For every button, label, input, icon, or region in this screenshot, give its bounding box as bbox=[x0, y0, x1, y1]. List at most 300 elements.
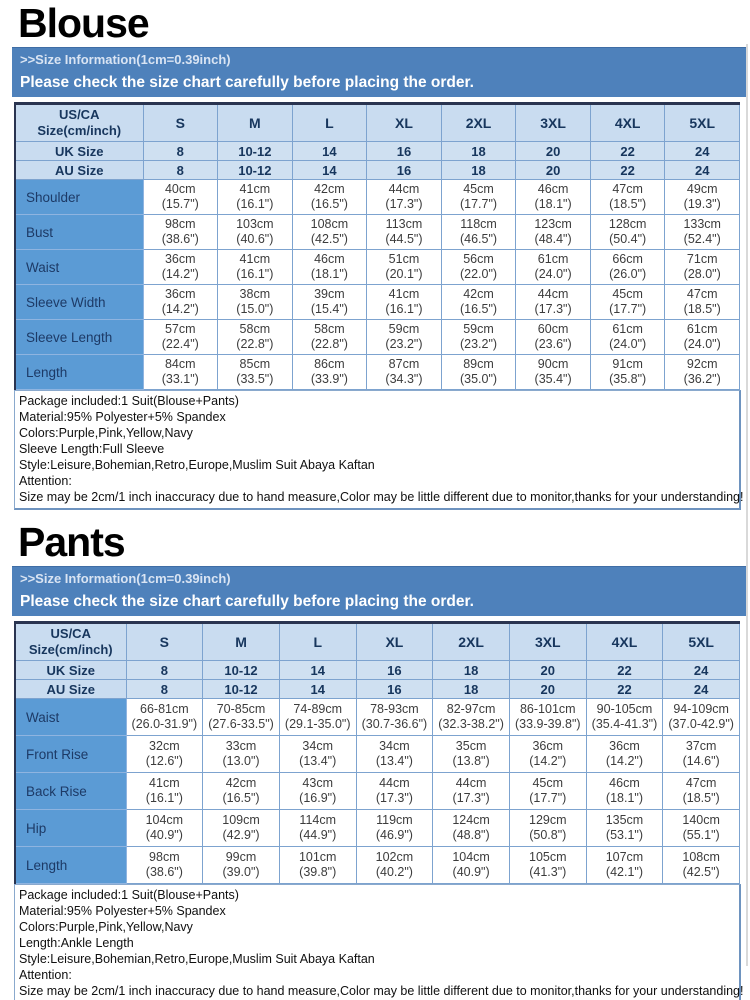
measurement-value-cell bbox=[441, 215, 516, 250]
size-row-label: UK Size bbox=[15, 142, 143, 161]
measurement-value-cell bbox=[292, 285, 367, 320]
size-conversion-row bbox=[15, 142, 740, 161]
size-value-cell: 18 bbox=[441, 142, 516, 161]
inch-value: (34.3") bbox=[385, 372, 423, 386]
measurement-value-cell bbox=[203, 736, 280, 773]
inch-value: (17.3") bbox=[385, 197, 423, 211]
inch-value: (30.7-36.6") bbox=[361, 717, 428, 731]
inch-value: (28.0") bbox=[683, 267, 721, 281]
note-line: Size may be 2cm/1 inch inaccuracy due to hand measure,Color may be little different due to monitor,thanks for your understanding! bbox=[19, 984, 744, 998]
cm-value: 86-101cm bbox=[519, 702, 576, 716]
size-value-cell: 24 bbox=[663, 661, 740, 680]
inch-value: (13.0") bbox=[222, 754, 260, 768]
measurement-row bbox=[15, 180, 740, 215]
measurement-value-cell bbox=[367, 180, 442, 215]
size-value-cell: 10-12 bbox=[218, 161, 293, 180]
inch-value: (35.8") bbox=[609, 372, 647, 386]
us-ca-size-corner-header bbox=[15, 623, 126, 661]
cm-value: 85cm bbox=[239, 357, 271, 371]
measurement-value-cell bbox=[126, 847, 203, 884]
measurement-value-cell bbox=[126, 736, 203, 773]
inch-value: (22.0") bbox=[459, 267, 498, 281]
inch-value: (18.1") bbox=[605, 791, 644, 805]
inch-value: (40.9") bbox=[145, 828, 183, 842]
measurement-value-cell bbox=[590, 355, 665, 390]
inch-value: (16.1") bbox=[236, 197, 274, 211]
inch-value: (24.0") bbox=[683, 337, 721, 351]
size-column-header: 5XL bbox=[663, 623, 740, 661]
inch-value: (26.0-31.9") bbox=[131, 717, 198, 731]
inch-value: (14.2") bbox=[161, 302, 199, 316]
measurement-row bbox=[15, 355, 740, 390]
size-column-header: S bbox=[126, 623, 203, 661]
corner-header-line: Size(cm/inch) bbox=[28, 642, 113, 657]
corner-header-line: US/CA bbox=[59, 107, 100, 122]
inch-value: (33.5") bbox=[236, 372, 274, 386]
size-column-header: 2XL bbox=[441, 104, 516, 142]
pants-section bbox=[0, 519, 750, 1000]
measurement-row bbox=[15, 773, 740, 810]
cm-value: 90cm bbox=[537, 357, 569, 371]
measurement-row bbox=[15, 810, 740, 847]
corner-header-line: US/CA bbox=[50, 626, 91, 641]
measurement-value-cell bbox=[279, 699, 356, 736]
inch-value: (17.7") bbox=[609, 302, 647, 316]
inch-value: (35.4") bbox=[534, 372, 572, 386]
inch-value: (15.0") bbox=[236, 302, 274, 316]
cm-value: 102cm bbox=[375, 850, 414, 864]
inch-value: (33.1") bbox=[161, 372, 199, 386]
inch-value: (33.9-39.8") bbox=[514, 717, 581, 731]
measurement-value-cell bbox=[590, 180, 665, 215]
cm-value: 60cm bbox=[537, 322, 569, 336]
size-value-cell: 14 bbox=[279, 661, 356, 680]
inch-value: (18.5") bbox=[609, 197, 647, 211]
cm-value: 140cm bbox=[682, 813, 720, 827]
cm-value: 104cm bbox=[452, 850, 490, 864]
cm-value: 128cm bbox=[608, 217, 647, 231]
pants-size-table bbox=[14, 621, 740, 884]
size-column-header: XL bbox=[367, 104, 442, 142]
measurement-value-cell bbox=[586, 810, 663, 847]
cm-value: 47cm bbox=[685, 776, 717, 790]
inch-value: (42.1") bbox=[605, 865, 644, 879]
note-line: Attention: bbox=[19, 474, 72, 488]
cm-value: 38cm bbox=[239, 287, 271, 301]
cm-value: 59cm bbox=[463, 322, 494, 336]
size-value-cell: 22 bbox=[590, 142, 665, 161]
measurement-row-label: Shoulder bbox=[15, 180, 143, 215]
measurement-value-cell bbox=[509, 773, 586, 810]
cm-value: 41cm bbox=[149, 776, 180, 790]
inch-value: (37.0-42.9") bbox=[668, 717, 734, 731]
cm-value: 42cm bbox=[314, 182, 345, 196]
measurement-value-cell bbox=[663, 699, 740, 736]
inch-value: (18.5") bbox=[683, 302, 721, 316]
measurement-row bbox=[15, 320, 740, 355]
cm-value: 94-109cm bbox=[673, 702, 729, 716]
cm-value: 107cm bbox=[605, 850, 644, 864]
measurement-value-cell bbox=[218, 285, 293, 320]
size-column-header: 4XL bbox=[586, 623, 663, 661]
measurement-row bbox=[15, 736, 740, 773]
inch-value: (12.6") bbox=[145, 754, 183, 768]
measurement-row bbox=[15, 285, 740, 320]
cm-value: 124cm bbox=[452, 813, 490, 827]
inch-value: (20.1") bbox=[385, 267, 423, 281]
measurement-value-cell bbox=[279, 773, 356, 810]
cm-value: 98cm bbox=[164, 217, 196, 231]
size-value-cell: 10-12 bbox=[203, 680, 280, 699]
cm-value: 135cm bbox=[605, 813, 644, 827]
size-value-cell: 20 bbox=[516, 161, 591, 180]
measurement-value-cell bbox=[218, 215, 293, 250]
cm-value: 99cm bbox=[225, 850, 257, 864]
size-value-cell: 18 bbox=[441, 161, 516, 180]
measurement-value-cell bbox=[441, 285, 516, 320]
measurement-value-cell bbox=[356, 847, 433, 884]
measurement-row bbox=[15, 847, 740, 884]
image-right-edge-line bbox=[746, 44, 748, 966]
cm-value: 41cm bbox=[388, 287, 420, 301]
measurement-value-cell bbox=[516, 180, 591, 215]
cm-value: 82-97cm bbox=[446, 702, 496, 716]
cm-value: 36cm bbox=[164, 287, 196, 301]
cm-value: 84cm bbox=[164, 357, 196, 371]
measurement-row-label: Sleeve Length bbox=[15, 320, 143, 355]
measurement-value-cell bbox=[218, 355, 293, 390]
size-value-cell: 22 bbox=[586, 661, 663, 680]
inch-value: (23.2") bbox=[459, 337, 498, 351]
cm-value: 103cm bbox=[236, 217, 274, 231]
inch-value: (44.9") bbox=[299, 828, 337, 842]
note-line: Style:Leisure,Bohemian,Retro,Europe,Muslim Suit Abaya Kaftan bbox=[19, 458, 375, 472]
measurement-value-cell bbox=[279, 810, 356, 847]
inch-value: (13.4") bbox=[299, 754, 337, 768]
size-column-header: M bbox=[218, 104, 293, 142]
measurement-value-cell bbox=[516, 320, 591, 355]
measurement-row bbox=[15, 699, 740, 736]
measurement-value-cell bbox=[367, 320, 442, 355]
inch-value: (23.2") bbox=[385, 337, 423, 351]
size-value-cell: 10-12 bbox=[218, 142, 293, 161]
measurement-value-cell bbox=[441, 250, 516, 285]
measurement-value-cell bbox=[433, 847, 510, 884]
measurement-value-cell bbox=[663, 847, 740, 884]
size-value-cell: 24 bbox=[663, 680, 740, 699]
measurement-row-label: Front Rise bbox=[15, 736, 126, 773]
blouse-section-title: Blouse bbox=[18, 0, 149, 46]
inch-value: (40.2") bbox=[375, 865, 413, 879]
measurement-value-cell bbox=[433, 699, 510, 736]
note-line: Colors:Purple,Pink,Yellow,Navy bbox=[19, 426, 193, 440]
inch-value: (17.3") bbox=[452, 791, 490, 805]
size-value-cell: 8 bbox=[143, 161, 218, 180]
size-value-cell: 22 bbox=[590, 161, 665, 180]
inch-value: (15.4") bbox=[310, 302, 348, 316]
measurement-value-cell bbox=[367, 285, 442, 320]
cm-value: 34cm bbox=[379, 739, 410, 753]
inch-value: (42.9") bbox=[222, 828, 260, 842]
cm-value: 108cm bbox=[310, 217, 349, 231]
inch-value: (53.1") bbox=[605, 828, 644, 842]
inch-value: (40.9") bbox=[452, 865, 490, 879]
cm-value: 41cm bbox=[239, 252, 271, 266]
cm-value: 37cm bbox=[685, 739, 717, 753]
cm-value: 44cm bbox=[379, 776, 410, 790]
note-line: Attention: bbox=[19, 968, 72, 982]
inch-value: (23.6") bbox=[534, 337, 572, 351]
size-value-cell: 16 bbox=[367, 142, 442, 161]
us-ca-size-corner-header bbox=[15, 104, 143, 142]
size-column-header: L bbox=[292, 104, 367, 142]
measurement-value-cell bbox=[663, 736, 740, 773]
measurement-row-label: Bust bbox=[15, 215, 143, 250]
measurement-value-cell bbox=[516, 215, 591, 250]
measurement-value-cell bbox=[292, 215, 367, 250]
measurement-value-cell bbox=[292, 180, 367, 215]
note-line: Material:95% Polyester+5% Spandex bbox=[19, 904, 226, 918]
corner-header-line: Size(cm/inch) bbox=[37, 123, 122, 138]
measurement-value-cell bbox=[433, 736, 510, 773]
size-column-header: 4XL bbox=[590, 104, 665, 142]
size-column-header: M bbox=[203, 623, 280, 661]
inch-value: (16.5") bbox=[459, 302, 498, 316]
measurement-value-cell bbox=[663, 773, 740, 810]
size-value-cell: 8 bbox=[126, 661, 203, 680]
measurement-value-cell bbox=[126, 699, 203, 736]
measurement-value-cell bbox=[509, 736, 586, 773]
note-line: Colors:Purple,Pink,Yellow,Navy bbox=[19, 920, 193, 934]
measurement-value-cell bbox=[590, 215, 665, 250]
cm-value: 36cm bbox=[609, 739, 640, 753]
pants-section-title: Pants bbox=[18, 519, 125, 565]
measurement-value-cell bbox=[203, 773, 280, 810]
inch-value: (33.9") bbox=[310, 372, 348, 386]
size-column-header: 2XL bbox=[433, 623, 510, 661]
inch-value: (18.1") bbox=[310, 267, 348, 281]
inch-value: (16.9") bbox=[299, 791, 337, 805]
measurement-value-cell bbox=[590, 285, 665, 320]
cm-value: 45cm bbox=[463, 182, 494, 196]
note-line: Size may be 2cm/1 inch inaccuracy due to hand measure,Color may be little different due to monitor,thanks for your understanding! bbox=[19, 490, 744, 504]
size-value-cell: 20 bbox=[509, 680, 586, 699]
measurement-value-cell bbox=[663, 810, 740, 847]
inch-value: (42.5") bbox=[310, 232, 348, 246]
measurement-value-cell bbox=[590, 250, 665, 285]
size-info-line: >>Size Information(1cm=0.39inch) bbox=[20, 571, 231, 586]
measurement-value-cell bbox=[279, 736, 356, 773]
inch-value: (50.4") bbox=[609, 232, 647, 246]
inch-value: (48.8") bbox=[452, 828, 490, 842]
size-conversion-row bbox=[15, 680, 740, 699]
measurement-value-cell bbox=[586, 773, 663, 810]
inch-value: (42.5") bbox=[682, 865, 720, 879]
inch-value: (39.8") bbox=[299, 865, 337, 879]
inch-value: (19.3") bbox=[683, 197, 721, 211]
cm-value: 45cm bbox=[532, 776, 564, 790]
measurement-value-cell bbox=[292, 320, 367, 355]
measurement-value-cell bbox=[203, 699, 280, 736]
size-value-cell: 10-12 bbox=[203, 661, 280, 680]
inch-value: (27.6-33.5") bbox=[208, 717, 274, 731]
measurement-value-cell bbox=[586, 736, 663, 773]
cm-value: 46cm bbox=[537, 182, 569, 196]
size-value-cell: 22 bbox=[586, 680, 663, 699]
cm-value: 41cm bbox=[239, 182, 271, 196]
measurement-value-cell bbox=[367, 215, 442, 250]
cm-value: 70-85cm bbox=[216, 702, 266, 716]
cm-value: 58cm bbox=[314, 322, 345, 336]
size-value-cell: 16 bbox=[367, 161, 442, 180]
measurement-row-label: Sleeve Width bbox=[15, 285, 143, 320]
inch-value: (17.3") bbox=[534, 302, 572, 316]
cm-value: 66cm bbox=[612, 252, 643, 266]
measurement-value-cell bbox=[356, 810, 433, 847]
inch-value: (18.1") bbox=[534, 197, 572, 211]
cm-value: 34cm bbox=[302, 739, 333, 753]
measurement-row-label: Waist bbox=[15, 699, 126, 736]
cm-value: 109cm bbox=[222, 813, 260, 827]
measurement-value-cell bbox=[665, 215, 740, 250]
inch-value: (32.3-38.2") bbox=[438, 717, 504, 731]
measurement-value-cell bbox=[143, 250, 218, 285]
inch-value: (38.6") bbox=[145, 865, 183, 879]
blouse-size-info-banner bbox=[12, 47, 746, 97]
cm-value: 59cm bbox=[388, 322, 420, 336]
inch-value: (46.9") bbox=[375, 828, 413, 842]
cm-value: 61cm bbox=[612, 322, 643, 336]
cm-value: 47cm bbox=[612, 182, 643, 196]
measurement-value-cell bbox=[586, 847, 663, 884]
inch-value: (36.2") bbox=[683, 372, 721, 386]
inch-value: (35.4-41.3") bbox=[591, 717, 658, 731]
cm-value: 33cm bbox=[225, 739, 257, 753]
size-info-line: >>Size Information(1cm=0.39inch) bbox=[20, 52, 231, 67]
inch-value: (14.2") bbox=[161, 267, 199, 281]
inch-value: (16.5") bbox=[222, 791, 260, 805]
note-line: Material:95% Polyester+5% Spandex bbox=[19, 410, 226, 424]
size-row-label: UK Size bbox=[15, 661, 126, 680]
measurement-row-label: Waist bbox=[15, 250, 143, 285]
size-column-header: 5XL bbox=[665, 104, 740, 142]
blouse-size-table bbox=[14, 102, 740, 390]
inch-value: (16.1") bbox=[236, 267, 274, 281]
inch-value: (50.8") bbox=[529, 828, 567, 842]
cm-value: 91cm bbox=[612, 357, 643, 371]
measurement-row-label: Length bbox=[15, 847, 126, 884]
measurement-value-cell bbox=[509, 699, 586, 736]
cm-value: 98cm bbox=[149, 850, 180, 864]
inch-value: (18.5") bbox=[682, 791, 720, 805]
check-chart-line: Please check the size chart carefully before placing the order. bbox=[20, 593, 474, 610]
measurement-value-cell bbox=[509, 847, 586, 884]
measurement-value-cell bbox=[126, 773, 203, 810]
cm-value: 113cm bbox=[385, 217, 423, 231]
note-line: Package included:1 Suit(Blouse+Pants) bbox=[19, 888, 239, 902]
measurement-value-cell bbox=[143, 215, 218, 250]
size-value-cell: 18 bbox=[433, 680, 510, 699]
measurement-value-cell bbox=[586, 699, 663, 736]
inch-value: (41.3") bbox=[529, 865, 567, 879]
inch-value: (24.0") bbox=[534, 267, 572, 281]
size-conversion-row bbox=[15, 161, 740, 180]
size-value-cell: 18 bbox=[433, 661, 510, 680]
inch-value: (16.5") bbox=[310, 197, 348, 211]
size-value-cell: 24 bbox=[665, 161, 740, 180]
measurement-value-cell bbox=[292, 355, 367, 390]
inch-value: (44.5") bbox=[385, 232, 423, 246]
size-value-cell: 8 bbox=[143, 142, 218, 161]
cm-value: 44cm bbox=[455, 776, 487, 790]
measurement-value-cell bbox=[516, 285, 591, 320]
inch-value: (14.2") bbox=[529, 754, 567, 768]
size-column-header: 3XL bbox=[509, 623, 586, 661]
measurement-value-cell bbox=[356, 699, 433, 736]
size-row-label: AU Size bbox=[15, 161, 143, 180]
inch-value: (35.0") bbox=[459, 372, 498, 386]
check-chart-line: Please check the size chart carefully before placing the order. bbox=[20, 74, 474, 91]
inch-value: (24.0") bbox=[609, 337, 647, 351]
cm-value: 35cm bbox=[455, 739, 487, 753]
inch-value: (22.4") bbox=[161, 337, 199, 351]
measurement-value-cell bbox=[218, 320, 293, 355]
measurement-value-cell bbox=[143, 285, 218, 320]
note-line: Package included:1 Suit(Blouse+Pants) bbox=[19, 394, 239, 408]
measurement-value-cell bbox=[665, 180, 740, 215]
inch-value: (26.0") bbox=[609, 267, 647, 281]
cm-value: 71cm bbox=[686, 252, 718, 266]
size-column-header: S bbox=[143, 104, 218, 142]
measurement-row-label: Hip bbox=[15, 810, 126, 847]
cm-value: 58cm bbox=[239, 322, 271, 336]
cm-value: 123cm bbox=[534, 217, 572, 231]
cm-value: 40cm bbox=[164, 182, 196, 196]
measurement-value-cell bbox=[367, 355, 442, 390]
cm-value: 119cm bbox=[376, 813, 413, 827]
cm-value: 90-105cm bbox=[596, 702, 653, 716]
size-value-cell: 14 bbox=[292, 161, 367, 180]
inch-value: (16.1") bbox=[145, 791, 183, 805]
note-line: Length:Ankle Length bbox=[19, 936, 134, 950]
measurement-value-cell bbox=[665, 320, 740, 355]
measurement-value-cell bbox=[143, 320, 218, 355]
cm-value: 46cm bbox=[609, 776, 640, 790]
cm-value: 74-89cm bbox=[293, 702, 343, 716]
measurement-value-cell bbox=[218, 180, 293, 215]
cm-value: 108cm bbox=[682, 850, 720, 864]
cm-value: 36cm bbox=[164, 252, 196, 266]
measurement-value-cell bbox=[665, 285, 740, 320]
pants-size-info-banner bbox=[12, 566, 746, 616]
cm-value: 118cm bbox=[460, 217, 497, 231]
cm-value: 49cm bbox=[686, 182, 718, 196]
cm-value: 92cm bbox=[686, 357, 718, 371]
inch-value: (55.1") bbox=[682, 828, 720, 842]
cm-value: 42cm bbox=[225, 776, 257, 790]
measurement-value-cell bbox=[441, 180, 516, 215]
measurement-row bbox=[15, 250, 740, 285]
measurement-value-cell bbox=[665, 250, 740, 285]
size-value-cell: 8 bbox=[126, 680, 203, 699]
cm-value: 43cm bbox=[302, 776, 333, 790]
size-value-cell: 24 bbox=[665, 142, 740, 161]
measurement-value-cell bbox=[143, 355, 218, 390]
size-column-header: 3XL bbox=[516, 104, 591, 142]
measurement-value-cell bbox=[218, 250, 293, 285]
cm-value: 87cm bbox=[388, 357, 420, 371]
inch-value: (38.6") bbox=[161, 232, 199, 246]
